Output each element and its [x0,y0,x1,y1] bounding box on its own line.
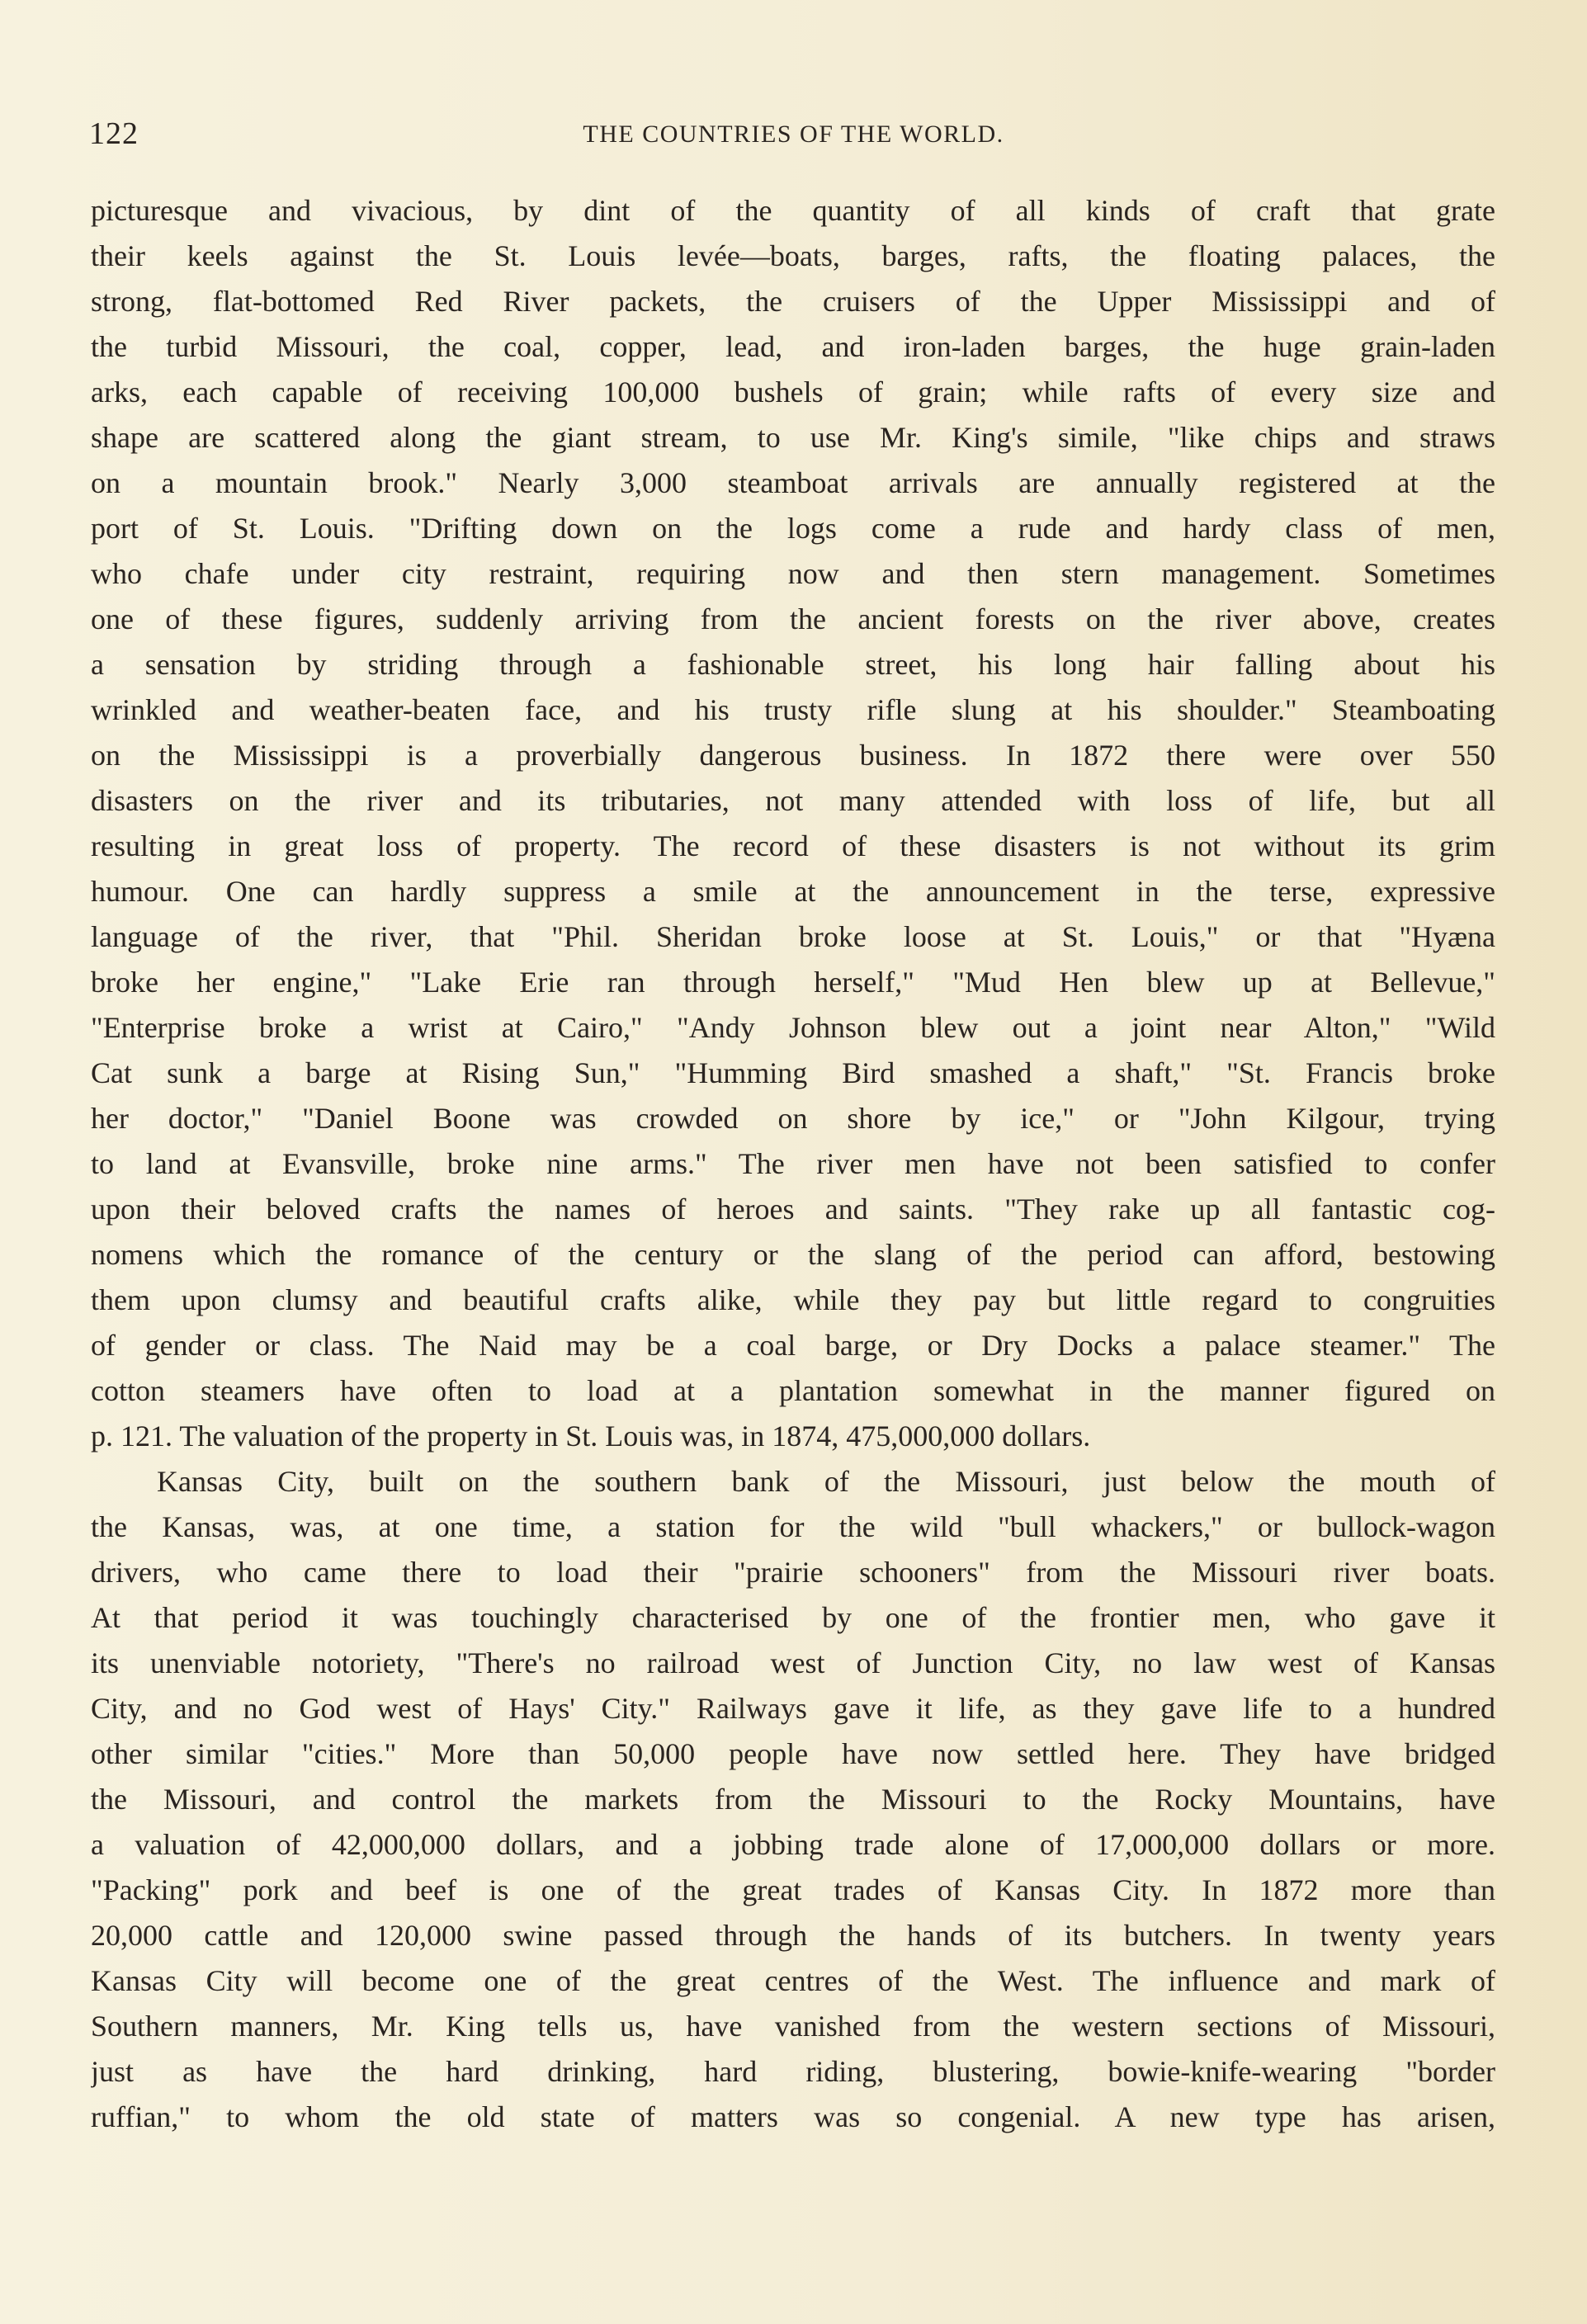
text-line: other similar "cities." More than 50,000 people have now settled here. They have bridged [91,1737,1495,1770]
text-line: Southern manners, Mr. King tells us, have vanished from the western sections of Missouri, [91,2010,1495,2043]
paragraph-start-line: Kansas City, built on the southern bank of the Missouri, just below the mouth of [157,1465,1495,1498]
text-line: a valuation of 42,000,000 dollars, and a jobbing trade alone of 17,000,000 dollars or more. [91,1828,1495,1861]
text-line: humour. One can hardly suppress a smile at the announcement in the terse, expressive [91,875,1495,908]
text-line: one of these figures, suddenly arriving from the ancient forests on the river above, creates [91,602,1495,635]
text-line: 20,000 cattle and 120,000 swine passed through the hands of its butchers. In twenty years [91,1919,1495,1952]
text-line: ruffian," to whom the old state of matters was so congenial. A new type has arisen, [91,2100,1495,2133]
text-line: Cat sunk a barge at Rising Sun," "Humming Bird smashed a shaft," "St. Francis broke [91,1056,1495,1089]
text-line: of gender or class. The Naid may be a coal barge, or Dry Docks a palace steamer." The [91,1329,1495,1362]
text-line: just as have the hard drinking, hard riding, blustering, bowie-knife-wearing "border [91,2055,1495,2088]
paragraph-end-line: p. 121. The valuation of the property in St. Louis was, in 1874, 475,000,000 dollars. [91,1419,1091,1452]
text-line: who chafe under city restraint, requiring now and then stern management. Sometimes [91,557,1495,590]
text-line: "Enterprise broke a wrist at Cairo," "Andy Johnson blew out a joint near Alton," "Wild [91,1011,1495,1044]
text-line: the Kansas, was, at one time, a station for the wild "bull whackers," or bullock-wagon [91,1510,1495,1543]
text-line: them upon clumsy and beautiful crafts alike, while they pay but little regard to congruities [91,1283,1495,1316]
text-line: port of St. Louis. "Drifting down on the logs come a rude and hardy class of men, [91,512,1495,545]
page-number: 122 [89,116,139,151]
text-line: upon their beloved crafts the names of heroes and saints. "They rake up all fantastic cog- [91,1193,1495,1226]
text-line: broke her engine," "Lake Erie ran through herself," "Mud Hen blew up at Bellevue," [91,966,1495,999]
text-line: on a mountain brook." Nearly 3,000 steamboat arrivals are annually registered at the [91,466,1495,499]
text-line: nomens which the romance of the century or the slang of the period can afford, bestowing [91,1238,1495,1271]
text-line: its unenviable notoriety, "There's no railroad west of Junction City, no law west of Kansas [91,1646,1495,1679]
running-title: THE COUNTRIES OF THE WORLD. [583,120,1004,148]
text-line: At that period it was touchingly characterised by one of the frontier men, who gave it [91,1601,1495,1634]
text-line: picturesque and vivacious, by dint of the quantity of all kinds of craft that grate [91,194,1495,227]
text-line: their keels against the St. Louis levée—boats, barges, rafts, the floating palaces, the [91,239,1495,272]
text-line: wrinkled and weather-beaten face, and his trusty rifle slung at his shoulder." Steamboating [91,693,1495,726]
text-line: cotton steamers have often to load at a plantation somewhat in the manner figured on [91,1374,1495,1407]
text-line: strong, flat-bottomed Red River packets, the cruisers of the Upper Mississippi and of [91,285,1495,318]
text-line: shape are scattered along the giant stream, to use Mr. King's simile, "like chips and straws [91,421,1495,454]
text-line: City, and no God west of Hays' City." Railways gave it life, as they gave life to a hundred [91,1692,1495,1725]
text-line: arks, each capable of receiving 100,000 bushels of grain; while rafts of every size and [91,376,1495,409]
text-line: "Packing" pork and beef is one of the great trades of Kansas City. In 1872 more than [91,1873,1495,1906]
text-line: drivers, who came there to load their "prairie schooners" from the Missouri river boats. [91,1556,1495,1589]
body-text [91,188,1495,2140]
text-line: the turbid Missouri, the coal, copper, lead, and iron-laden barges, the huge grain-laden [91,330,1495,363]
text-line: Kansas City will become one of the great centres of the West. The influence and mark of [91,1964,1495,1997]
text-line: language of the river, that "Phil. Sheridan broke loose at St. Louis," or that "Hyæna [91,920,1495,953]
text-line: a sensation by striding through a fashionable street, his long hair falling about his [91,648,1495,681]
text-line: to land at Evansville, broke nine arms." The river men have not been satisfied to confer [91,1147,1495,1180]
page-header [89,116,1498,152]
text-line: resulting in great loss of property. The record of these disasters is not without its grim [91,829,1495,862]
text-line: on the Mississippi is a proverbially dangerous business. In 1872 there were over 550 [91,739,1495,772]
text-line: disasters on the river and its tributaries, not many attended with loss of life, but all [91,784,1495,817]
text-line: her doctor," "Daniel Boone was crowded on shore by ice," or "John Kilgour, trying [91,1102,1495,1135]
text-line: the Missouri, and control the markets from the Missouri to the Rocky Mountains, have [91,1783,1495,1816]
